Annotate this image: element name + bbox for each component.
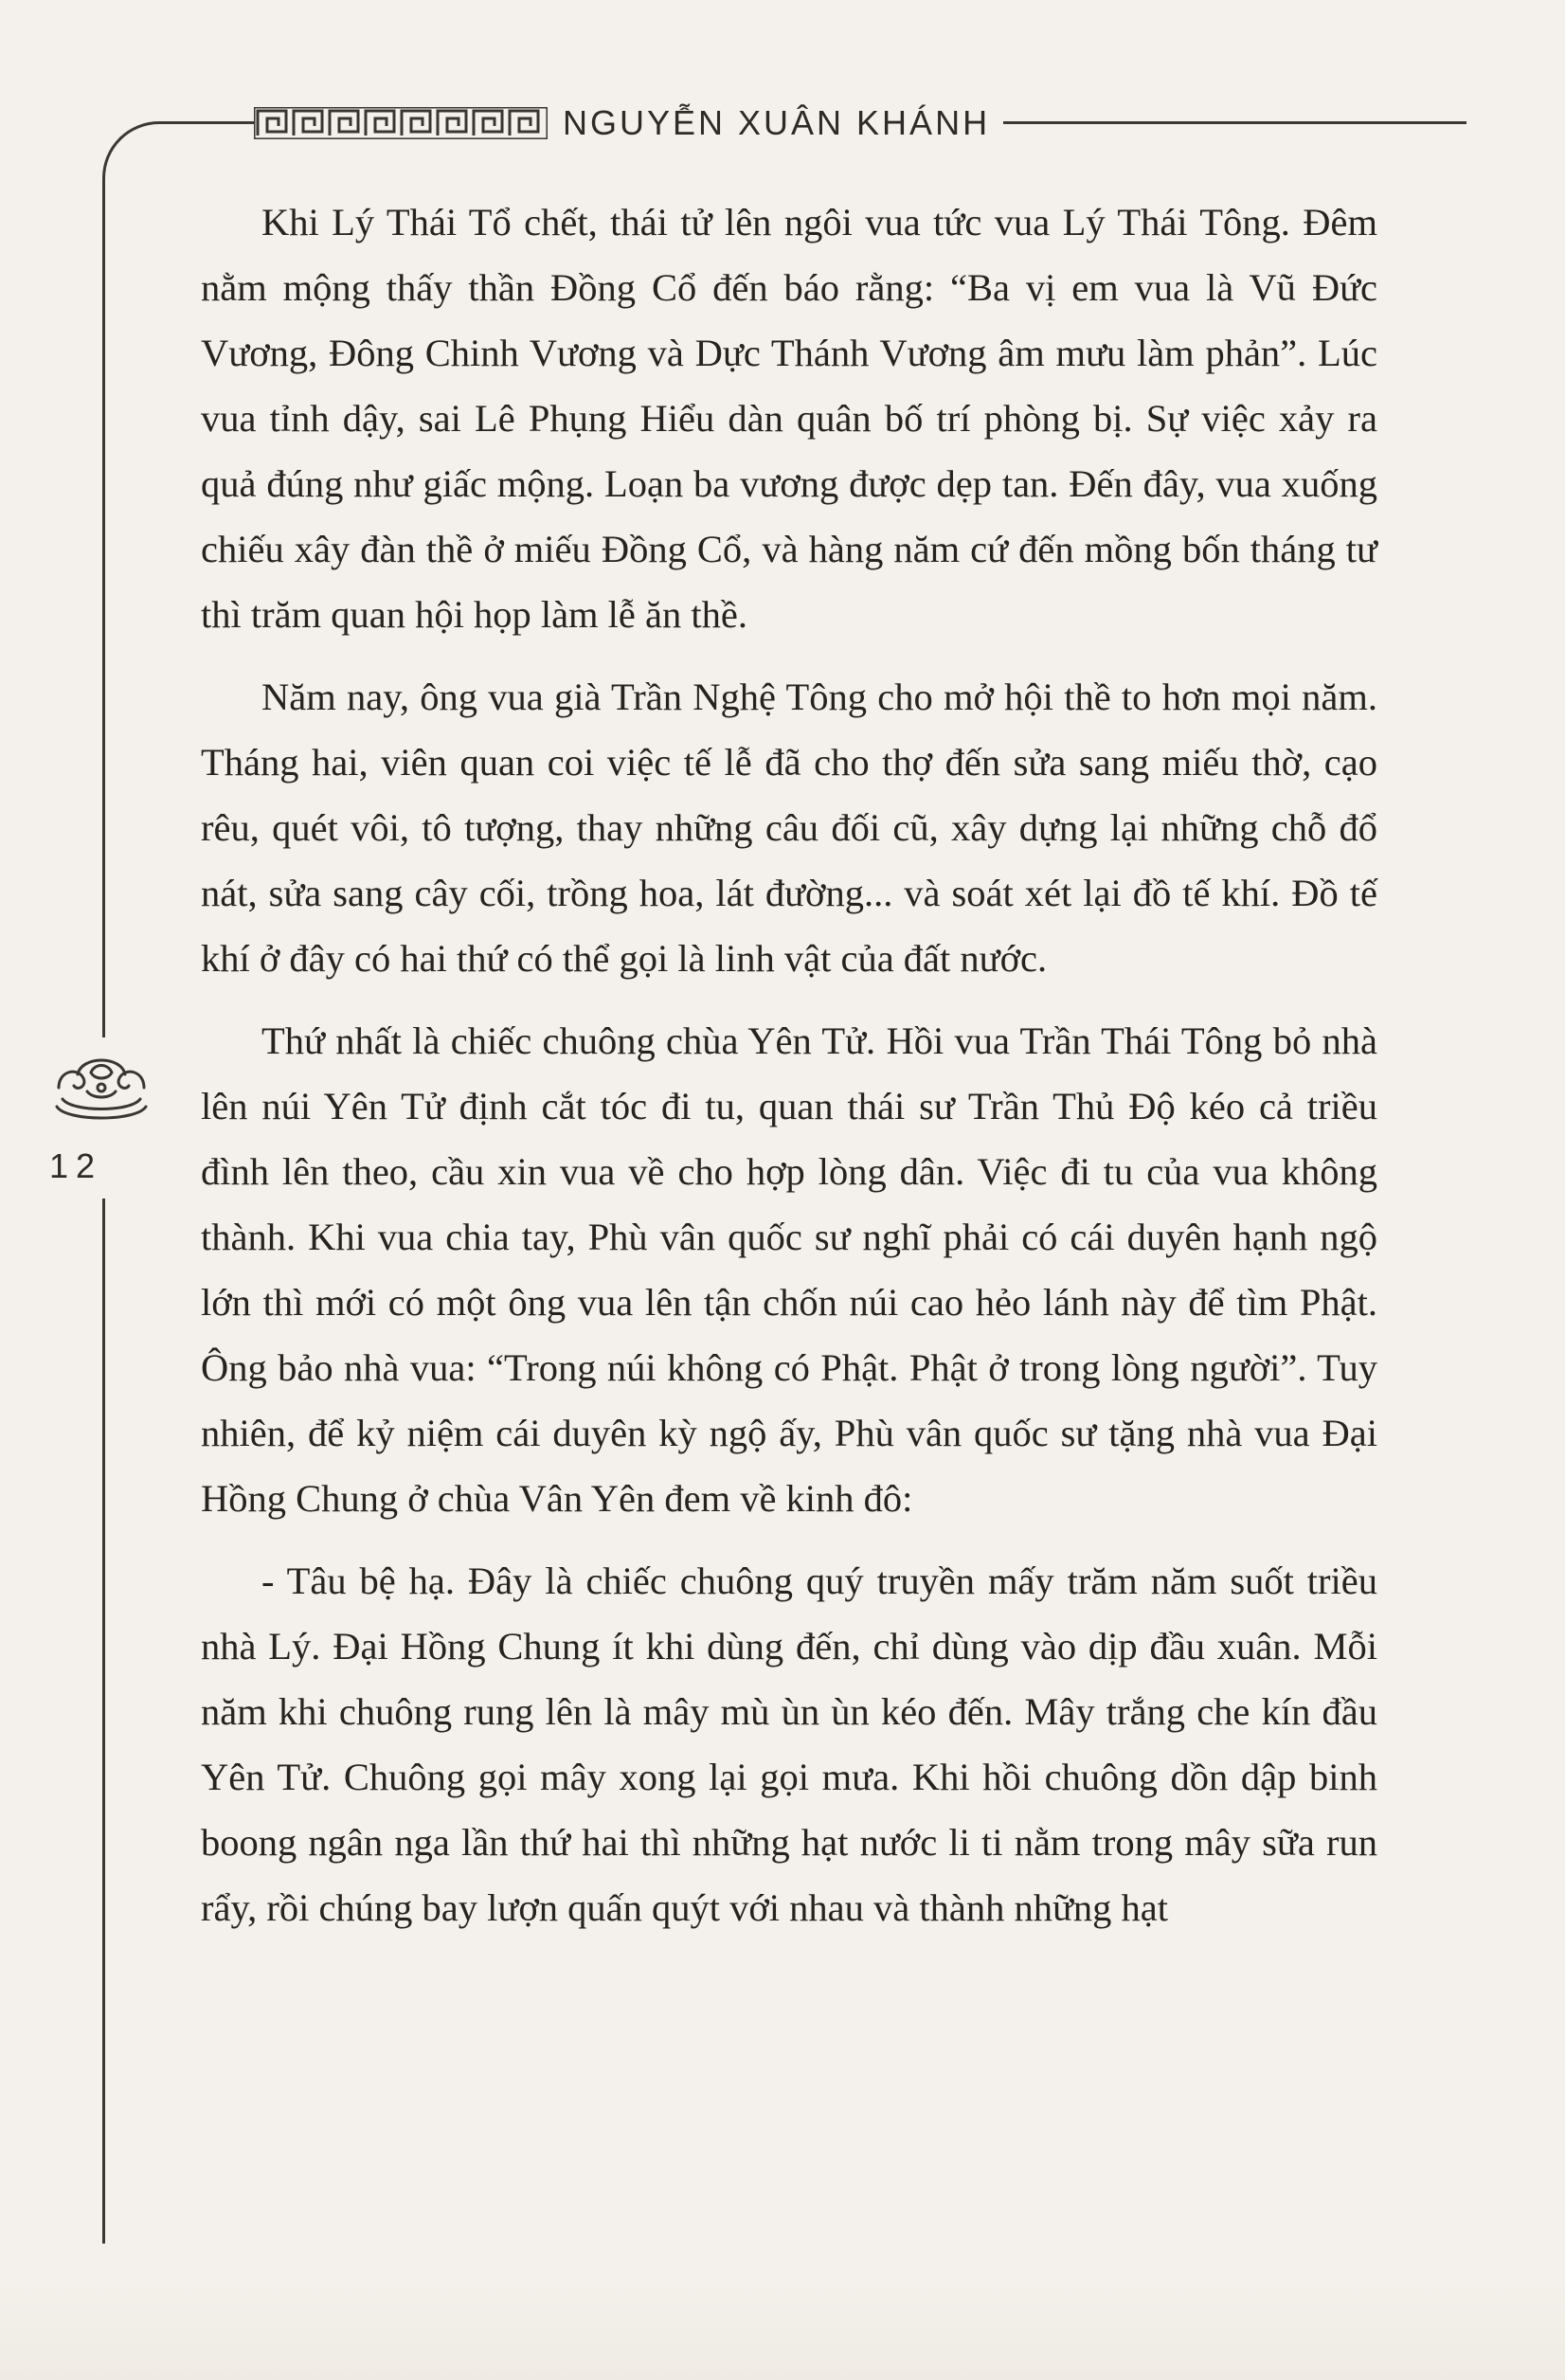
cloud-ornament-icon	[49, 1050, 153, 1126]
page-number: 12	[49, 1146, 103, 1185]
greek-key-ornament-icon	[254, 107, 548, 139]
paragraph-4: - Tâu bệ hạ. Đây là chiếc chuông quý truyền mấy trăm năm suốt triều nhà Lý. Đại Hồng Chung ít khi dùng đến, chỉ dùng vào dịp đầu xuân. Mỗi năm khi chuông rung lên là mây mù ùn ùn kéo đến. Mây trắng che kín đầu Yên Tử. Chuông gọi mây xong lại gọi mưa. Khi hồi chuông dồn dập binh boong ngân nga lần thứ hai thì những hạt nước li ti nằm trong mây sữa run rẩy, rồi chúng bay lượn quấn quýt với nhau và thành những hạt	[201, 1560, 1377, 1929]
running-header	[254, 99, 1003, 148]
page-bottom-margin	[0, 2274, 1565, 2380]
author-name: NGUYỄN XUÂN KHÁNH	[563, 103, 991, 142]
paragraph-1: Khi Lý Thái Tổ chết, thái tử lên ngôi vua tức vua Lý Thái Tông. Đêm nằm mộng thấy thần Đồng Cổ đến báo rằng: “Ba vị em vua là Vũ Đức Vương, Đông Chinh Vương và Dực Thánh Vương âm mưu làm phản”. Lúc vua tỉnh dậy, sai Lê Phụng Hiểu dàn quân bố trí phòng bị. Sự việc xảy ra quả đúng như giấc mộng. Loạn ba vương được dẹp tan. Đến đây, vua xuống chiếu xây đàn thề ở miếu Đồng Cổ, và hàng năm cứ đến mồng bốn tháng tư thì trăm quan hội họp làm lễ ăn thề.	[201, 201, 1377, 636]
body-text	[201, 189, 1377, 1957]
paragraph-3: Thứ nhất là chiếc chuông chùa Yên Tử. Hồi vua Trần Thái Tông bỏ nhà lên núi Yên Tử định cắt tóc đi tu, quan thái sư Trần Thủ Độ kéo cả triều đình lên theo, cầu xin vua về cho hợp lòng dân. Việc đi tu của vua không thành. Khi vua chia tay, Phù vân quốc sư nghĩ phải có cái duyên hạnh ngộ lớn thì mới có một ông vua lên tận chốn núi cao hẻo lánh này để tìm Phật. Ông bảo nhà vua: “Trong núi không có Phật. Phật ở trong lòng người”. Tuy nhiên, để kỷ niệm cái duyên kỳ ngộ ấy, Phù vân quốc sư tặng nhà vua Đại Hồng Chung ở chùa Vân Yên đem về kinh đô:	[201, 1019, 1377, 1520]
paragraph-2: Năm nay, ông vua già Trần Nghệ Tông cho mở hội thề to hơn mọi năm. Tháng hai, viên quan coi việc tế lễ đã cho thợ đến sửa sang miếu thờ, cạo rêu, quét vôi, tô tượng, thay những câu đối cũ, xây dựng lại những chỗ đổ nát, sửa sang cây cối, trồng hoa, lát đường... và soát xét lại đồ tế khí. Đồ tế khí ở đây có hai thứ có thể gọi là linh vật của đất nước.	[201, 676, 1377, 980]
